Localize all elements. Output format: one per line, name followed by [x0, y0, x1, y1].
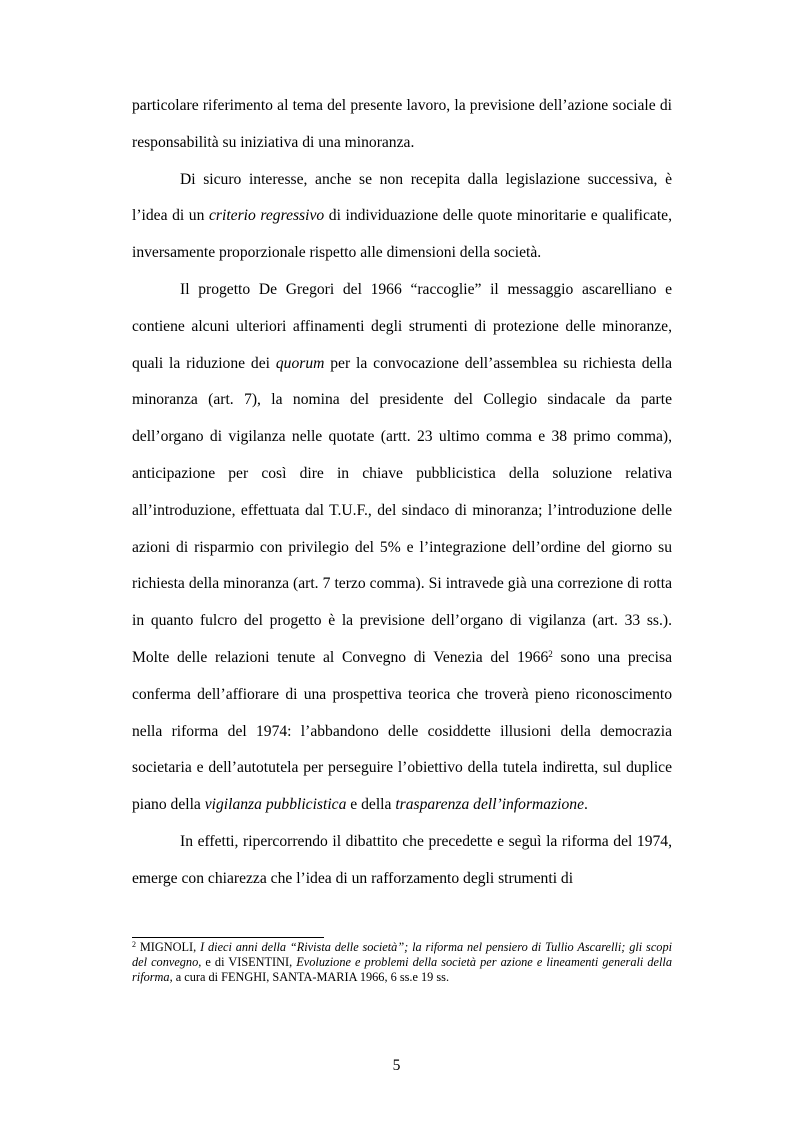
footnote: [132, 940, 672, 986]
page-body: [132, 88, 672, 898]
footnote-separator: [132, 937, 324, 938]
paragraph-2-italic-criterio: criterio regressivo: [209, 207, 325, 225]
paragraph-3-text-c: sono una precisa conferma dell’affiorare di una prospettiva teorica che troverà pieno riconoscimento nella riforma del 1974: l’abbandono delle cosiddette illusioni della democrazia societaria e dell’autotutela per perseguire l’obiettivo della tutela indiretta, sul duplice piano della: [132, 648, 673, 814]
footnote-text-a: MIGNOLI,: [136, 940, 201, 954]
paragraph-1: [132, 88, 672, 162]
footnote-reference[interactable]: 2: [548, 648, 553, 659]
paragraph-3-text-e: .: [584, 796, 588, 814]
paragraph-2-text-a: Di sicuro interesse, anche se non recepita dalla legislazione successiva, è l’idea di un: [132, 170, 672, 225]
paragraph-4: [132, 824, 672, 898]
paragraph-3-italic-vigilanza: vigilanza pubblicistica: [204, 796, 347, 814]
paragraph-3-text-a: Il progetto De Gregori del 1966 “raccoglie” il messaggio ascarelliano e contiene alcuni ulteriori affinamenti degli strumenti di protezione delle minoranze, quali la riduzione dei: [132, 280, 672, 372]
paragraph-3: [132, 272, 672, 824]
footnote-italic-visentini-title: Evoluzione e problemi della società per azione e lineamenti generali della riforma,: [132, 955, 672, 985]
paragraph-2: [132, 162, 672, 272]
paragraph-4-text: In effetti, ripercorrendo il dibattito che precedette e seguì la riforma del 1974, emerge con chiarezza che l’idea di un rafforzamento degli strumenti di: [132, 832, 672, 887]
footnote-italic-mignoli-title: I dieci anni della “Rivista delle società”; la riforma nel pensiero di Tullio Ascarelli; gli scopi del convegno,: [132, 940, 673, 970]
page-number: 5: [392, 1057, 401, 1074]
footnote-text-c: a cura di FENGHI, SANTA-MARIA 1966, 6 ss.e 19 ss.: [172, 970, 450, 985]
footnote-number: 2: [132, 940, 136, 949]
paragraph-3-text-d: e della: [346, 796, 396, 814]
paragraph-1-text: particolare riferimento al tema del presente lavoro, la previsione dell’azione sociale di responsabilità su iniziativa di una minoranza.: [132, 97, 672, 151]
footnote-text-b: e di VISENTINI,: [201, 955, 297, 970]
paragraph-3-text-b: per la convocazione dell’assemblea su richiesta della minoranza (art. 7), la nomina del presidente del Collegio sindacale da parte dell’organo di vigilanza nelle quotate (artt. 23 ultimo comma e 38 primo comma), anticipazione per così dire in chiave pubblicistica della soluzione relativa all’introduzione, effettuata dal T.U.F., del sindaco di minoranza; l’introduzione delle azioni di risparmio con privilegio del 5% e l’integrazione dell’ordine del giorno su richiesta della minoranza (art. 7 terzo comma). Si intravede già una correzione di rotta in quanto fulcro del progetto è la previsione dell’organo di vigilanza (art. 33 ss.). Molte delle relazioni tenute al Convegno di Venezia del 1966: [132, 354, 673, 666]
paragraph-2-text-b: di individuazione delle quote minoritarie e qualificate, inversamente proporzionale rispetto alle dimensioni della società.: [132, 207, 672, 262]
paragraph-3-italic-quorum: quorum: [275, 354, 325, 372]
paragraph-3-italic-trasparenza: trasparenza dell’informazione: [395, 796, 585, 814]
